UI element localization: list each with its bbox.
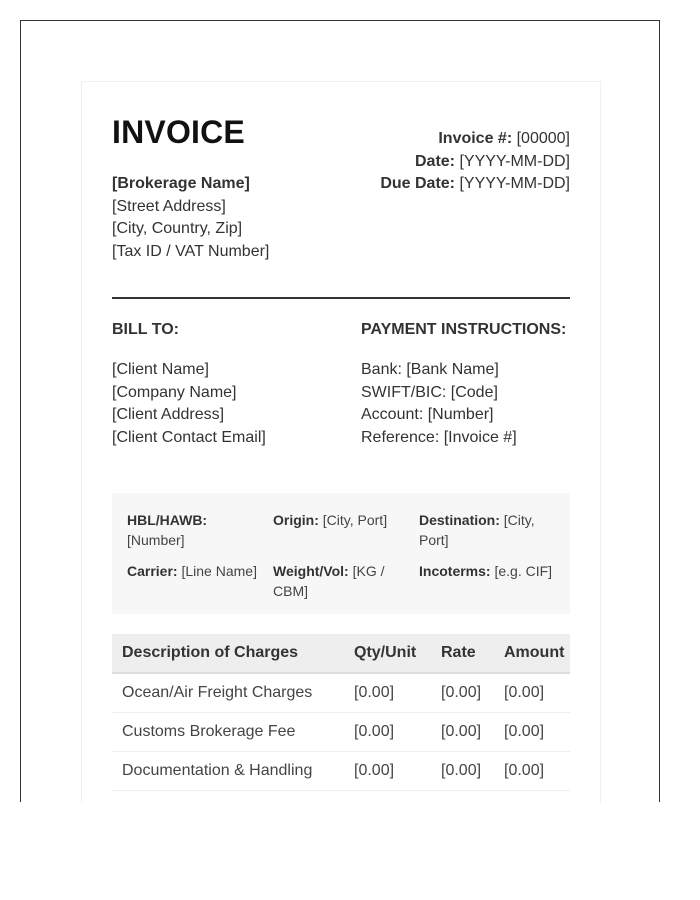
charge-amount: [0.00]	[494, 752, 570, 791]
carrier-value: [Line Name]	[181, 563, 257, 579]
header-qty-unit: Qty/Unit	[344, 634, 431, 673]
account-line: Account: [Number]	[361, 406, 494, 423]
brokerage-name: [Brokerage Name]	[112, 175, 250, 192]
charge-rate: [0.00]	[431, 673, 494, 713]
city-country-zip: [City, Country, Zip]	[112, 220, 243, 237]
destination-value: [City, Port]	[419, 512, 535, 548]
weight-vol-field	[273, 561, 409, 601]
origin-label: Origin:	[273, 512, 319, 528]
invoice-date-label: Date:	[415, 152, 456, 170]
shipment-details	[112, 493, 570, 614]
charge-amount: [0.00]	[494, 673, 570, 713]
hbl-value: [Number]	[127, 532, 185, 548]
charge-qty: [0.00]	[344, 673, 431, 713]
header-description: Description of Charges	[112, 634, 344, 673]
carrier-label: Carrier:	[127, 563, 178, 579]
weight-vol-value: [KG / CBM]	[273, 563, 385, 599]
header-rate: Rate	[431, 634, 494, 673]
destination-label: Destination:	[419, 512, 500, 528]
charge-rate: [0.00]	[431, 752, 494, 791]
client-address: [Client Address]	[112, 406, 225, 423]
bill-to-block	[112, 359, 266, 449]
hbl-label: HBL/HAWB:	[127, 512, 208, 528]
client-email: [Client Contact Email]	[112, 428, 266, 446]
origin-value: [City, Port]	[322, 512, 388, 528]
invoice-number-label: Invoice #:	[438, 130, 513, 147]
invoice-title: INVOICE	[112, 114, 245, 150]
payment-instructions-title: PAYMENT INSTRUCTIONS:	[361, 321, 567, 338]
bank-line: Bank: [Bank Name]	[361, 361, 499, 378]
sender-block	[112, 173, 269, 263]
incoterms-value: [e.g. CIF]	[494, 563, 553, 579]
destination-field	[419, 510, 555, 550]
table-row	[112, 713, 570, 752]
invoice-number-row	[380, 128, 570, 151]
charge-description: Ocean/Air Freight Charges	[112, 673, 344, 713]
carrier-field	[127, 561, 263, 581]
charge-qty: [0.00]	[344, 713, 431, 752]
swift-line: SWIFT/BIC: [Code]	[361, 383, 498, 401]
charge-description: Documentation & Handling	[112, 752, 344, 791]
bill-to-title: BILL TO:	[112, 321, 179, 338]
charge-qty: [0.00]	[344, 752, 431, 791]
charge-description: Customs Brokerage Fee	[112, 713, 344, 752]
due-date-value: [YYYY-MM-DD]	[459, 175, 570, 192]
hbl-field	[127, 510, 263, 550]
due-date-label: Due Date:	[380, 175, 456, 192]
header-divider	[112, 297, 570, 299]
charge-rate: [0.00]	[431, 713, 494, 752]
header-amount: Amount	[494, 634, 570, 673]
origin-field	[273, 510, 409, 530]
invoice-date-row	[380, 151, 570, 174]
due-date-row	[380, 173, 570, 196]
reference-line: Reference: [Invoice #]	[361, 428, 517, 446]
table-row	[112, 752, 570, 791]
invoice-meta	[380, 128, 570, 196]
client-name: [Client Name]	[112, 361, 209, 378]
charges-header-row	[112, 634, 570, 673]
tax-id: [Tax ID / VAT Number]	[112, 242, 270, 260]
invoice-date-value: [YYYY-MM-DD]	[459, 152, 570, 170]
payment-block	[361, 359, 517, 449]
incoterms-label: Incoterms:	[419, 563, 491, 579]
weight-vol-label: Weight/Vol:	[273, 563, 349, 579]
charges-table	[112, 634, 570, 791]
charge-amount: [0.00]	[494, 713, 570, 752]
company-name: [Company Name]	[112, 383, 237, 401]
street-address: [Street Address]	[112, 197, 226, 215]
invoice-number-value: [00000]	[516, 130, 570, 147]
table-row	[112, 673, 570, 713]
incoterms-field	[419, 561, 555, 581]
